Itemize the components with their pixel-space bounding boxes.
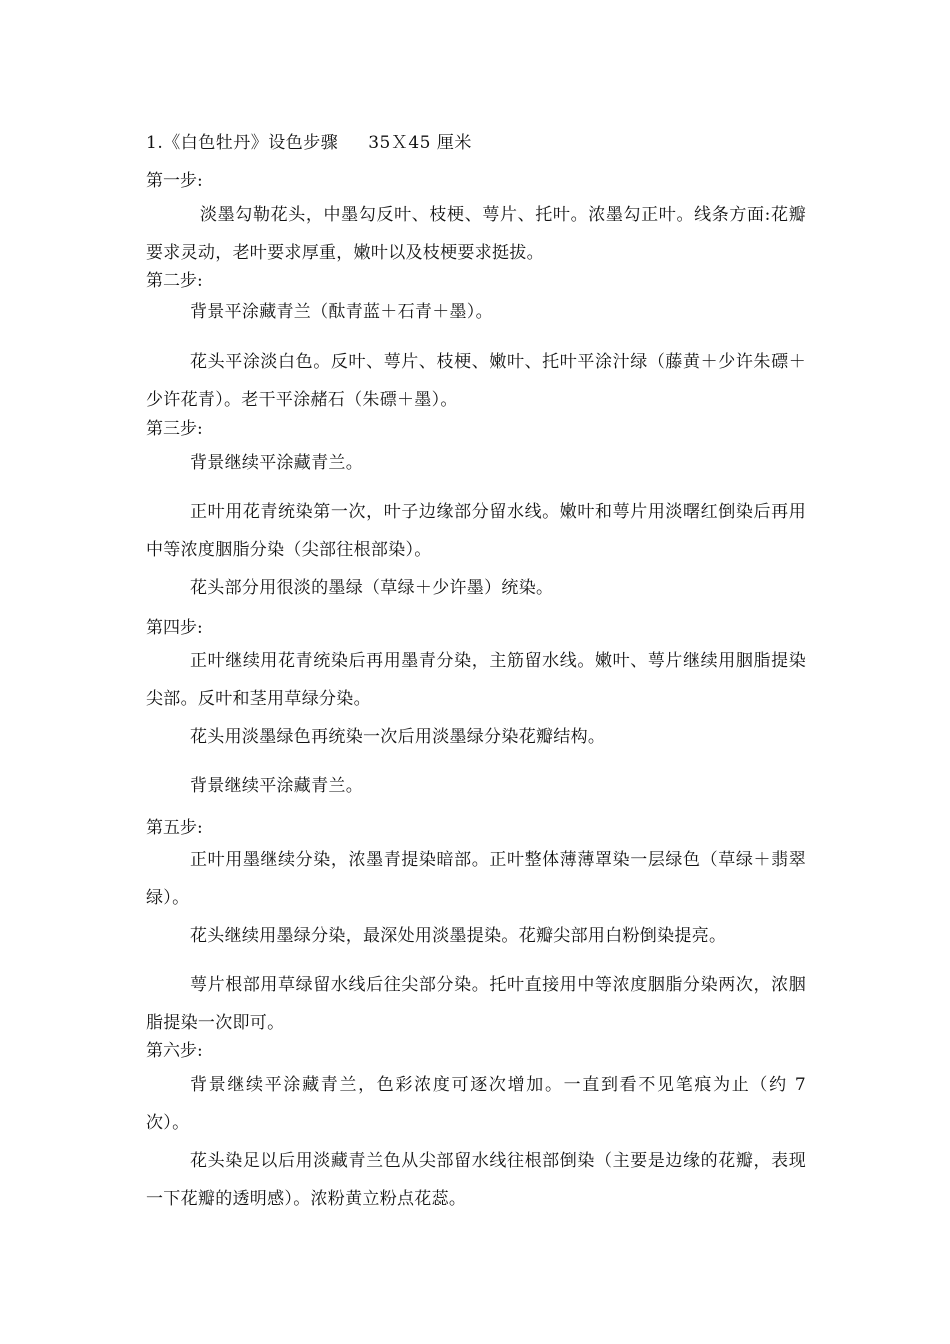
step-4-heading: 第四步: bbox=[146, 618, 203, 638]
step-2-heading: 第二步: bbox=[146, 271, 203, 291]
step-3-paragraph-2: 正叶用花青统染第一次，叶子边缘部分留水线。嫩叶和萼片用淡曙红倒染后再用中等浓度胭脂分染（尖部往根部染）。 bbox=[146, 502, 806, 560]
step-5-paragraph-3: 萼片根部用草绿留水线后往尖部分染。托叶直接用中等浓度胭脂分染两次，浓胭脂提染一次即可。 bbox=[146, 975, 806, 1033]
step-6-heading: 第六步: bbox=[146, 1041, 203, 1061]
step-2-paragraph-1: 背景平涂藏青兰（酞青蓝＋石青＋墨）。 bbox=[190, 302, 493, 322]
step-5-paragraph-1: 正叶用墨继续分染，浓墨青提染暗部。正叶整体薄薄罩染一层绿色（草绿＋翡翠绿）。 bbox=[146, 850, 806, 908]
step-3-paragraph-3: 花头部分用很淡的墨绿（草绿＋少许墨）统染。 bbox=[190, 578, 554, 598]
step-3-paragraph-1: 背景继续平涂藏青兰。 bbox=[190, 453, 363, 473]
step-4-paragraph-2: 花头用淡墨绿色再统染一次后用淡墨绿分染花瓣结构。 bbox=[190, 727, 606, 747]
painting-size: 35Ｘ45 厘米 bbox=[368, 133, 472, 153]
step-6-paragraph-2: 花头染足以后用淡藏青兰色从尖部留水线往根部倒染（主要是边缘的花瓣，表现一下花瓣的透明感）。浓粉黄立粉点花蕊。 bbox=[146, 1151, 806, 1209]
step-5-paragraph-2: 花头继续用墨绿分染，最深处用淡墨提染。花瓣尖部用白粉倒染提亮。 bbox=[190, 926, 727, 946]
step-3-heading: 第三步: bbox=[146, 419, 203, 439]
step-2-paragraph-2: 花头平涂淡白色。反叶、萼片、枝梗、嫩叶、托叶平涂汁绿（藤黄＋少许朱磦＋少许花青）。老干平涂赭石（朱磦＋墨）。 bbox=[146, 352, 806, 410]
step-4-paragraph-3: 背景继续平涂藏青兰。 bbox=[190, 776, 363, 796]
document-title-line bbox=[146, 128, 472, 153]
document-title: 1.《白色牡丹》设色步骤 bbox=[146, 133, 339, 153]
step-1-heading: 第一步: bbox=[146, 171, 203, 191]
step-1-paragraph-1: 淡墨勾勒花头，中墨勾反叶、枝梗、萼片、托叶。浓墨勾正叶。线条方面:花瓣要求灵动，老叶要求厚重，嫩叶以及枝梗要求挺拔。 bbox=[146, 205, 806, 263]
step-6-paragraph-1: 背景继续平涂藏青兰，色彩浓度可逐次增加。一直到看不见笔痕为止（约 7 次）。 bbox=[146, 1075, 806, 1133]
step-5-heading: 第五步: bbox=[146, 818, 203, 838]
step-4-paragraph-1: 正叶继续用花青统染后再用墨青分染，主筋留水线。嫩叶、萼片继续用胭脂提染尖部。反叶和茎用草绿分染。 bbox=[146, 651, 806, 709]
